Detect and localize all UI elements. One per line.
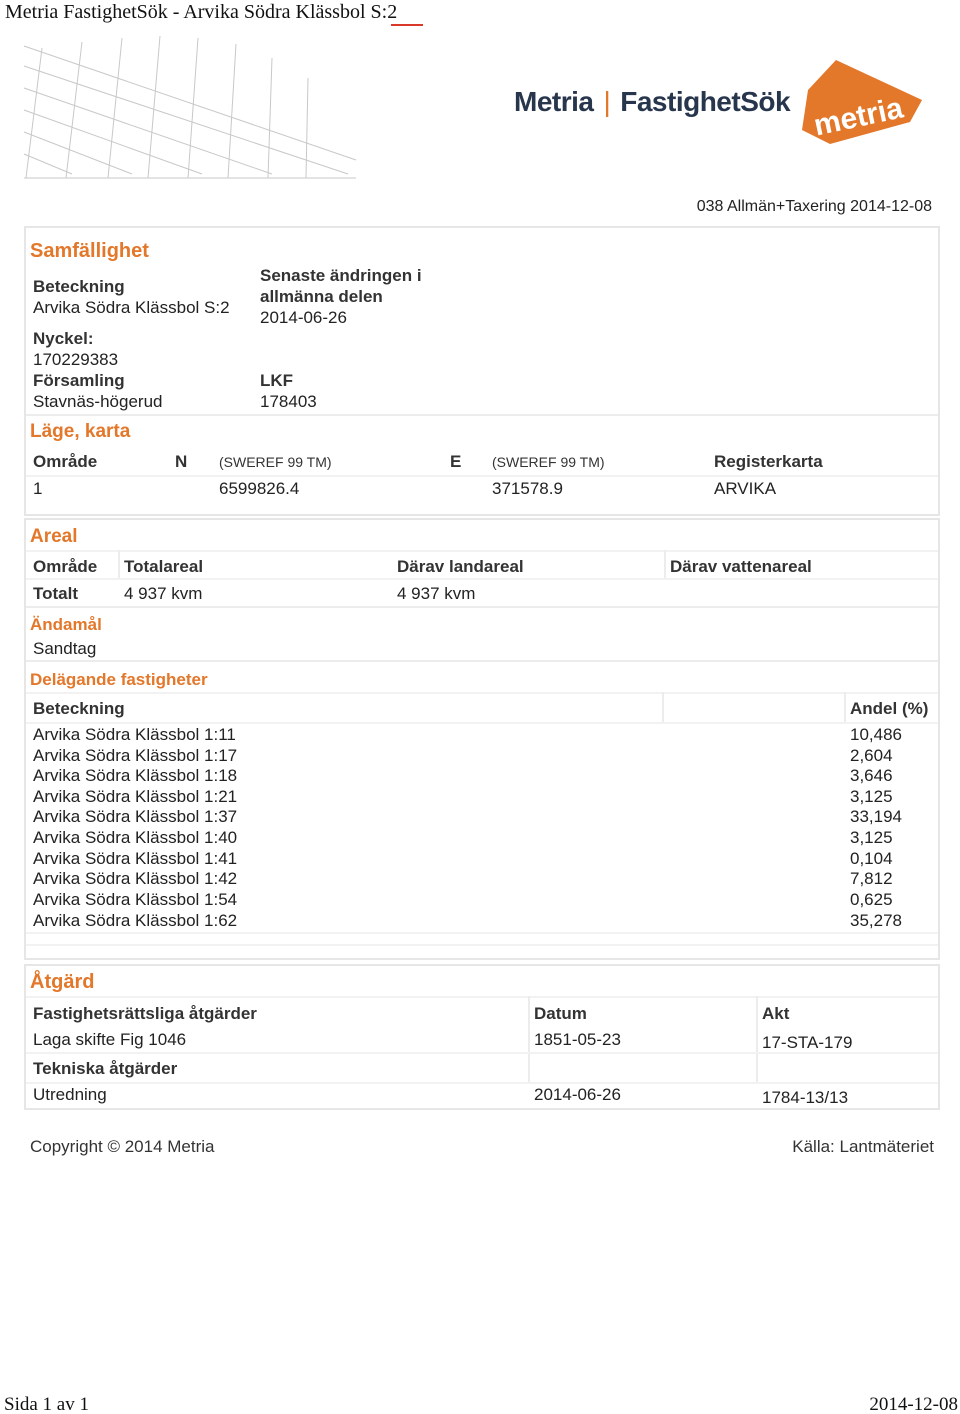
lkf-label: LKF xyxy=(260,371,294,390)
tekniska-label: Tekniska åtgärder xyxy=(33,1059,178,1078)
row-beteckning: Arvika Södra Klässbol 1:17 xyxy=(33,746,238,765)
atgard-heading: Åtgärd xyxy=(30,971,95,993)
forsamling-label: Församling xyxy=(33,371,125,390)
senaste-label-1: Senaste ändringen i xyxy=(260,266,422,285)
areal-panel xyxy=(24,518,940,960)
atgard-panel xyxy=(24,964,940,1110)
atgard-col-datum: Datum xyxy=(534,1004,587,1023)
divider xyxy=(26,475,938,477)
divider xyxy=(26,660,938,662)
areal-col-omrade: Område xyxy=(33,557,98,576)
areal-row-total: 4 937 kvm xyxy=(124,584,203,603)
senaste-label-2: allmänna delen xyxy=(260,287,383,306)
row-beteckning: Arvika Södra Klässbol 1:42 xyxy=(33,869,238,888)
tekniska-row-datum: 2014-06-26 xyxy=(534,1085,621,1104)
delagande-heading: Delägande fastigheter xyxy=(30,670,208,689)
report-type-line: 038 Allmän+Taxering 2014-12-08 xyxy=(696,198,932,215)
divider xyxy=(118,550,120,578)
row-beteckning: Arvika Södra Klässbol 1:41 xyxy=(33,849,238,868)
brand-wordmark xyxy=(514,86,790,118)
divider xyxy=(26,1082,938,1084)
beteckning-label: Beteckning xyxy=(33,277,125,296)
grid-decoration xyxy=(22,34,358,180)
title-underline xyxy=(391,24,423,26)
areal-col-land: Därav landareal xyxy=(397,557,524,576)
row-andel: 2,604 xyxy=(850,746,893,765)
divider xyxy=(26,722,938,724)
senaste-value: 2014-06-26 xyxy=(260,308,347,327)
divider xyxy=(756,996,758,1084)
metria-logo xyxy=(800,60,924,146)
atgard-col-fastighet: Fastighetsrättsliga åtgärder xyxy=(33,1004,257,1023)
row-andel: 0,625 xyxy=(850,890,893,909)
brand-name-left: Metria xyxy=(514,86,594,117)
lage-registerkarta-label: Registerkarta xyxy=(714,452,823,471)
areal-row-label: Totalt xyxy=(33,584,79,603)
document-title: Metria FastighetSök - Arvika Södra Klässbol S:2 xyxy=(5,1,398,23)
divider xyxy=(26,944,938,946)
lage-n-value: 6599826.4 xyxy=(219,479,300,498)
lage-e-system: (SWEREF 99 TM) xyxy=(492,454,605,470)
lage-omrade-value: 1 xyxy=(33,479,43,498)
row-andel: 10,486 xyxy=(850,725,902,744)
fastighet-row-datum: 1851-05-23 xyxy=(534,1030,621,1049)
lage-n-system: (SWEREF 99 TM) xyxy=(219,454,332,470)
divider xyxy=(26,932,938,934)
divider xyxy=(26,606,938,608)
samfallighet-panel xyxy=(24,226,940,516)
fastighet-row-name: Laga skifte Fig 1046 xyxy=(33,1030,187,1049)
divider xyxy=(662,692,664,722)
beteckning-value: Arvika Södra Klässbol S:2 xyxy=(33,298,230,317)
divider xyxy=(26,1052,938,1054)
print-date: 2014-12-08 xyxy=(869,1394,958,1414)
divider xyxy=(26,996,938,998)
row-beteckning: Arvika Södra Klässbol 1:40 xyxy=(33,828,238,847)
tekniska-row-name: Utredning xyxy=(33,1085,107,1104)
lage-e-value: 371578.9 xyxy=(492,479,563,498)
areal-row-land: 4 937 kvm xyxy=(397,584,476,603)
row-andel: 33,194 xyxy=(850,807,902,826)
divider xyxy=(664,550,666,578)
row-andel: 3,125 xyxy=(850,787,893,806)
divider xyxy=(26,578,938,580)
brand-name-right: FastighetSök xyxy=(620,86,791,117)
andamal-heading: Ändamål xyxy=(30,615,102,634)
divider xyxy=(26,692,938,694)
lage-registerkarta-value: ARVIKA xyxy=(714,479,777,498)
lage-omrade-label: Område xyxy=(33,452,98,471)
row-beteckning: Arvika Södra Klässbol 1:62 xyxy=(33,911,238,930)
lage-heading: Läge, karta xyxy=(30,421,131,442)
andamal-value: Sandtag xyxy=(33,639,97,658)
delagande-col-andel: Andel (%) xyxy=(850,699,929,718)
divider xyxy=(26,414,938,416)
nyckel-value: 170229383 xyxy=(33,350,119,369)
nyckel-label: Nyckel: xyxy=(33,329,94,348)
row-beteckning: Arvika Södra Klässbol 1:21 xyxy=(33,787,238,806)
forsamling-value: Stavnäs-högerud xyxy=(33,392,163,411)
areal-col-vatten: Därav vattenareal xyxy=(670,557,812,576)
copyright-text: Copyright © 2014 Metria xyxy=(30,1137,215,1156)
divider xyxy=(26,550,938,552)
row-andel: 3,125 xyxy=(850,828,893,847)
tekniska-row-akt: 1784-13/13 xyxy=(762,1088,849,1107)
row-beteckning: Arvika Södra Klässbol 1:54 xyxy=(33,890,238,909)
source-text: Källa: Lantmäteriet xyxy=(792,1137,934,1156)
page-number: Sida 1 av 1 xyxy=(4,1394,89,1414)
row-andel: 0,104 xyxy=(850,849,893,868)
lage-e-label: E xyxy=(450,452,462,471)
row-beteckning: Arvika Södra Klässbol 1:18 xyxy=(33,766,238,785)
row-andel: 3,646 xyxy=(850,766,893,785)
lage-n-label: N xyxy=(175,452,188,471)
row-andel: 35,278 xyxy=(850,911,902,930)
row-andel: 7,812 xyxy=(850,869,893,888)
row-beteckning: Arvika Södra Klässbol 1:37 xyxy=(33,807,238,826)
lkf-value: 178403 xyxy=(260,392,317,411)
brand-separator: | xyxy=(603,86,611,117)
divider xyxy=(528,996,530,1084)
divider xyxy=(844,692,846,722)
svg-text:metria: metria xyxy=(810,91,906,143)
fastighet-row-akt: 17-STA-179 xyxy=(762,1033,853,1052)
row-beteckning: Arvika Södra Klässbol 1:11 xyxy=(33,725,236,744)
atgard-col-akt: Akt xyxy=(762,1004,790,1023)
delagande-col-beteckning: Beteckning xyxy=(33,699,125,718)
areal-col-total: Totalareal xyxy=(124,557,204,576)
areal-heading: Areal xyxy=(30,526,78,547)
samfallighet-heading: Samfällighet xyxy=(30,240,149,262)
